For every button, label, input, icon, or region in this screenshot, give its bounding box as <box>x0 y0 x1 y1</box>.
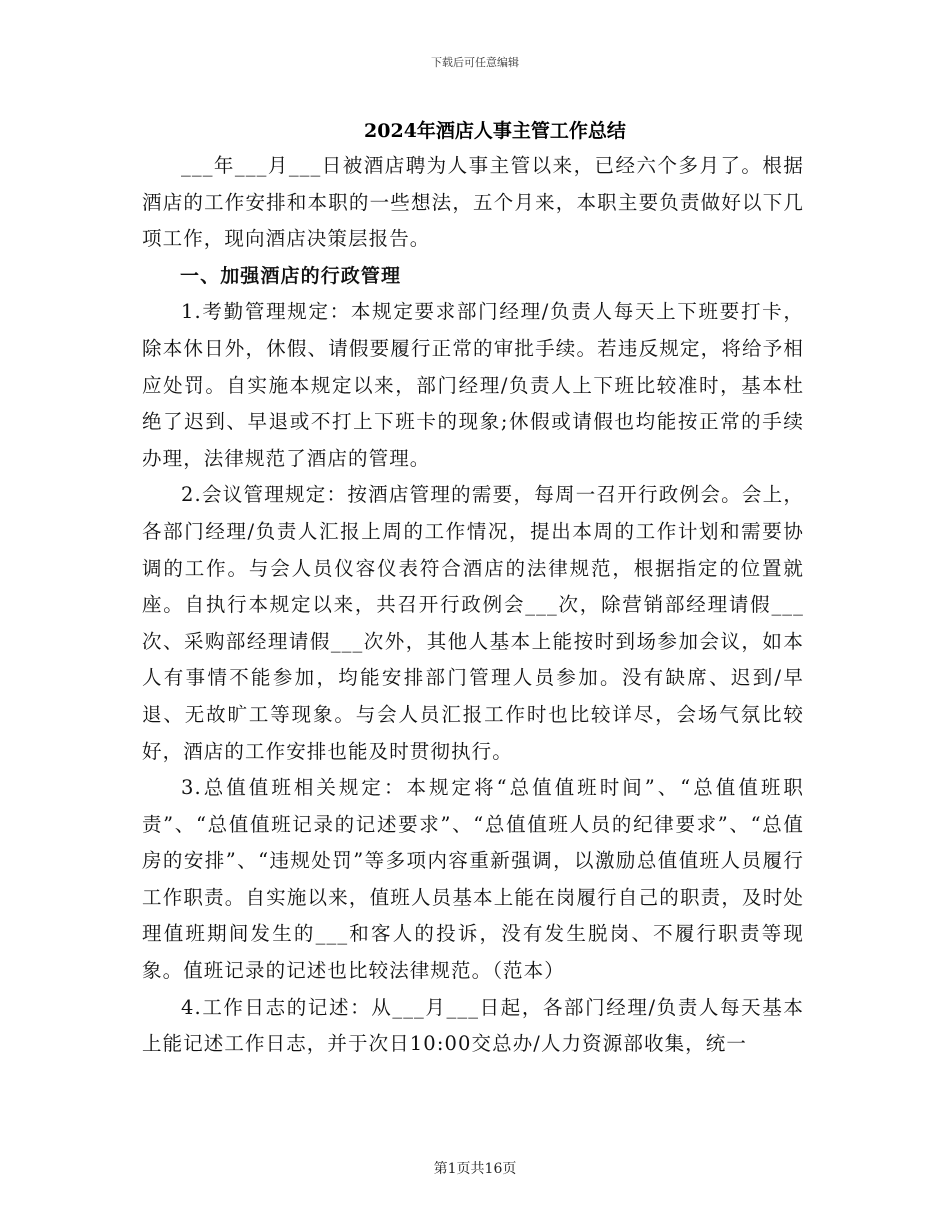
document-title: 2024年酒店人事主管工作总结 <box>364 120 626 142</box>
section-heading: 一、加强酒店的行政管理 <box>180 264 402 287</box>
header-note: 下载后可任意编辑 <box>431 56 519 69</box>
document-body <box>142 148 804 1063</box>
paragraph-duty: 3.总值值班相关规定：本规定将“总值值班时间”、“总值值班职责”、“总值值班记录的记述要求”、“总值值班人员的纪律要求”、“总值房的安排”、“违规处罚”等多项内容重新强调，以激励总值值班人员履行工作职责。自实施以来，值班人员基本上能在岗履行自己的职责，及时处理值班期间发生的___和客人的投诉，没有发生脱岗、不履行职责等现象。值班记录的记述也比较法律规范。（范本） <box>142 776 804 983</box>
paragraph-worklog: 4.工作日志的记述：从___月___日起，各部门经理/负责人每天基本上能记述工作日志，并于次日10:00交总办/人力资源部收集，统一 <box>142 995 804 1056</box>
paragraph-meetings: 2.会议管理规定：按酒店管理的需要，每周一召开行政例会。会上，各部门经理/负责人汇报上周的工作情况，提出本周的工作计划和需要协调的工作。与会人员仪容仪表符合酒店的法律规范，根据指定的位置就座。自执行本规定以来，共召开行政例会___次，除营销部经理请假___次、采购部经理请假___次外，其他人基本上能按时到场参加会议，如本人有事情不能参加，均能安排部门管理人员参加。没有缺席、迟到/早退、无故旷工等现象。与会人员汇报工作时也比较详尽，会场气氛比较好，酒店的工作安排也能及时贯彻执行。 <box>142 483 804 763</box>
paragraph-attendance: 1.考勤管理规定：本规定要求部门经理/负责人每天上下班要打卡，除本休日外，休假、请假要履行正常的审批手续。若违反规定，将给予相应处罚。自实施本规定以来，部门经理/负责人上下班比较准时，基本杜绝了迟到、早退或不打上下班卡的现象;休假或请假也均能按正常的手续办理，法律规范了酒店的管理。 <box>142 300 804 470</box>
page-footer: 第1页共16页 <box>433 1161 517 1177</box>
paragraph-intro: ___年___月___日被酒店聘为人事主管以来，已经六个多月了。根据酒店的工作安排和本职的一些想法，五个月来，本职主要负责做好以下几项工作，现向酒店决策层报告。 <box>142 154 804 251</box>
